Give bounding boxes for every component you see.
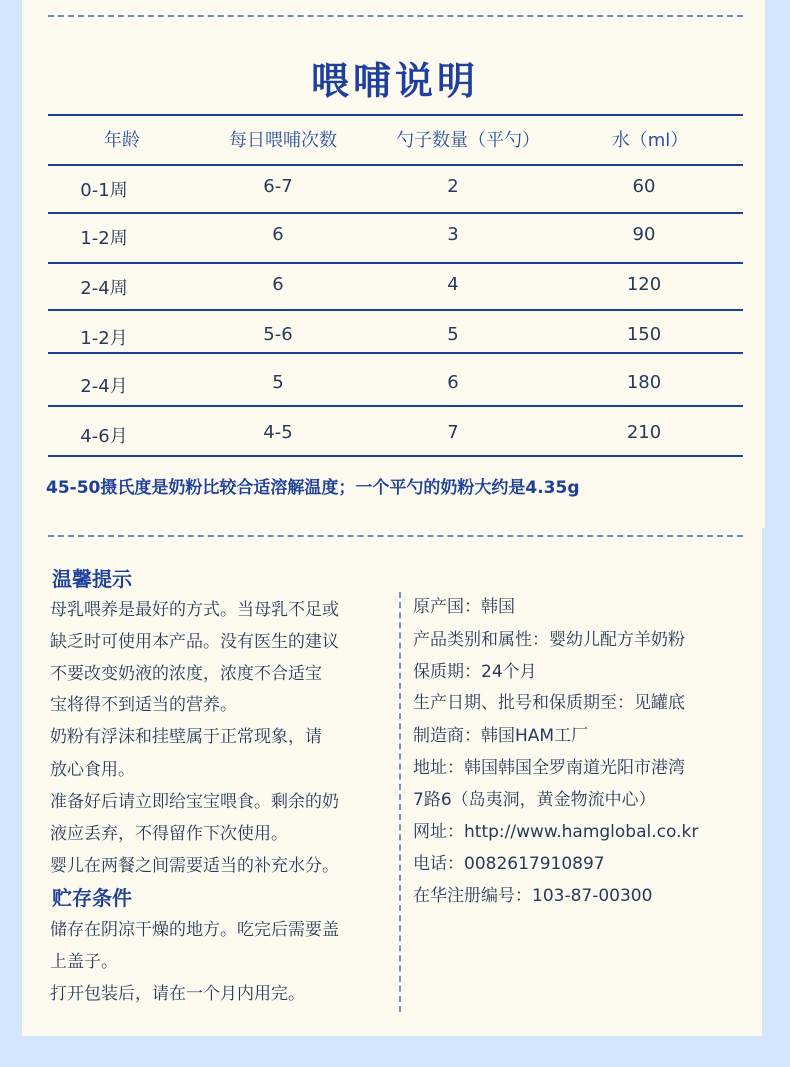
cell-scoops: 2 <box>447 176 459 197</box>
cell-feeds: 6 <box>272 274 284 295</box>
cell-feeds: 6 <box>272 224 284 245</box>
tips-title: 温馨提示 <box>52 567 132 591</box>
info-address: 地址：韩国韩国全罗南道光阳市港湾 <box>413 758 685 778</box>
tips-line: 液应丢弃，不得留作下次使用。 <box>50 824 288 844</box>
header-scoops: 勺子数量（平勺） <box>396 130 540 151</box>
storage-title: 贮存条件 <box>52 886 132 910</box>
cell-feeds: 6-7 <box>263 176 293 197</box>
cell-feeds: 5-6 <box>263 324 293 345</box>
cell-water: 210 <box>626 422 662 443</box>
tips-line: 奶粉有浮沫和挂壁属于正常现象，请 <box>50 727 322 747</box>
info-category: 产品类别和属性：婴幼儿配方羊奶粉 <box>413 630 685 650</box>
table-rule <box>48 164 743 166</box>
header-feeds-per-day: 每日喂哺次数 <box>229 130 337 151</box>
cell-age: 0-1周 <box>80 180 128 201</box>
tips-line: 缺乏时可使用本产品。没有医生的建议 <box>50 632 339 652</box>
cell-age: 2-4月 <box>80 376 128 397</box>
cell-age: 2-4周 <box>80 278 128 299</box>
storage-line: 打开包装后，请在一个月内用完。 <box>50 984 305 1004</box>
info-origin: 原产国：韩国 <box>413 597 515 617</box>
storage-line: 储存在阴凉干燥的地方。吃完后需要盖 <box>50 920 339 940</box>
cell-water: 120 <box>626 274 662 295</box>
cell-age: 4-6月 <box>80 426 128 447</box>
tips-line: 宝将得不到适当的营养。 <box>50 695 237 715</box>
cell-water: 150 <box>626 324 662 345</box>
info-website: 网址：http://www.hamglobal.co.kr <box>413 822 699 842</box>
cell-scoops: 6 <box>447 372 459 393</box>
table-rule <box>48 262 743 264</box>
tips-line: 放心食用。 <box>50 760 135 780</box>
table-rule <box>48 405 743 407</box>
header-age: 年龄 <box>104 130 140 151</box>
cell-scoops: 5 <box>447 324 459 345</box>
table-rule <box>48 114 743 116</box>
info-dates: 生产日期、批号和保质期至：见罐底 <box>413 693 685 713</box>
cell-scoops: 3 <box>447 224 459 245</box>
info-registration: 在华注册编号：103-87-00300 <box>413 886 653 906</box>
cell-scoops: 4 <box>447 274 459 295</box>
table-rule <box>48 212 743 214</box>
cell-age: 1-2周 <box>80 228 128 249</box>
tips-line: 准备好后请立即给宝宝喂食。剩余的奶 <box>50 792 339 812</box>
feeding-title: 喂哺说明 <box>310 59 479 103</box>
tips-line: 不要改变奶液的浓度，浓度不合适宝 <box>50 664 322 684</box>
info-shelf-life: 保质期：24个月 <box>413 662 537 682</box>
header-water: 水（ml） <box>611 130 689 151</box>
cell-age: 1-2月 <box>80 328 128 349</box>
table-rule <box>48 352 743 354</box>
vertical-dashed-divider <box>399 592 401 1012</box>
tips-line: 母乳喂养是最好的方式。当母乳不足或 <box>50 600 339 620</box>
cell-feeds: 5 <box>272 372 284 393</box>
info-phone: 电话：0082617910897 <box>413 854 605 874</box>
cell-water: 180 <box>626 372 662 393</box>
cell-water: 60 <box>632 176 656 197</box>
temperature-note: 45-50摄氏度是奶粉比较合适溶解温度；一个平勺的奶粉大约是4.35g <box>46 478 580 498</box>
info-manufacturer: 制造商：韩国HAM工厂 <box>413 726 589 746</box>
table-rule <box>48 455 743 457</box>
middle-dashed-divider <box>48 535 743 537</box>
cell-water: 90 <box>632 224 656 245</box>
storage-line: 上盖子。 <box>50 952 118 972</box>
top-dashed-divider <box>48 15 743 17</box>
info-address-cont: 7路6（岛夷洞，黄金物流中心） <box>413 790 656 810</box>
cell-feeds: 4-5 <box>263 422 293 443</box>
tips-line: 婴儿在两餐之间需要适当的补充水分。 <box>50 856 339 876</box>
cell-scoops: 7 <box>447 422 459 443</box>
table-rule <box>48 309 743 311</box>
